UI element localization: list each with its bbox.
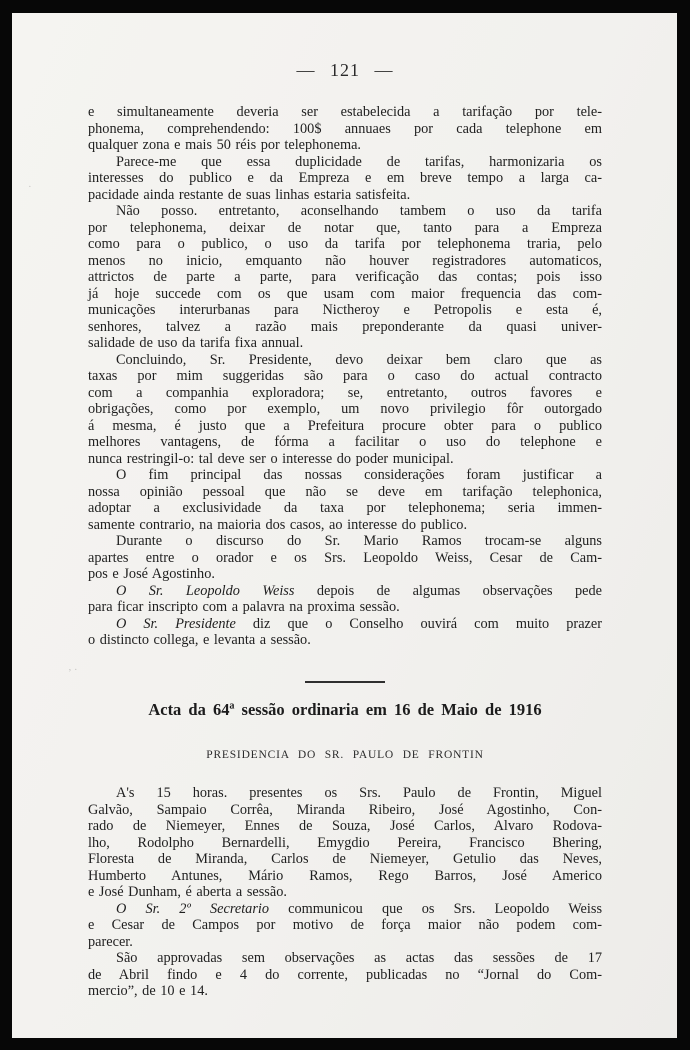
- section-divider: [305, 681, 385, 683]
- text-line: melhores vantagens, de fórma a facilitar o uso do telephone e: [88, 434, 602, 450]
- session-body: [88, 785, 602, 1000]
- text-line: phonema, comprehendendo: 100$ annuaes por cada telephone em: [88, 120, 602, 137]
- text-line: apartes entre o orador e os Srs. Leopoldo Weiss, Cesar de Cam-: [88, 549, 602, 566]
- text-line: senhores, talvez a razão mais preponderante da quasi univer-: [88, 318, 602, 335]
- text-line: pacidade ainda restante de suas linhas estaria satisfeita.: [88, 186, 411, 203]
- scanned-page: [12, 13, 677, 1038]
- text-line: O fim principal das nossas considerações foram justificar a: [116, 467, 602, 483]
- text-line: São approvadas sem observações as actas das sessões de 17: [116, 950, 602, 966]
- body-paragraph: [88, 104, 602, 154]
- text-line: por telephonema, deixar de notar que, tanto para a Empreza: [88, 219, 602, 236]
- body-paragraph: [88, 203, 602, 352]
- text-line: rado de Niemeyer, Ennes de Souza, José Carlos, Alvaro Rodova-: [88, 818, 602, 834]
- text-line: com a companhia exploradora; se, entretanto, outros favores e: [88, 384, 602, 401]
- text-line: obrigações, como por exemplo, um novo privilegio fôr outorgado: [88, 401, 602, 417]
- text-line: interesses do publico e da Empreza e em breve tempo a larga ca-: [88, 170, 602, 186]
- line-rest: communicou que os Srs. Leopoldo Weiss: [288, 900, 603, 917]
- text-line: attrictos de parte a parte, para verificação das contas; pois isso: [88, 269, 602, 285]
- session-section: [88, 677, 602, 1000]
- text-line: como para o publico, o uso da tarifa por telephonema traria, pelo: [88, 236, 602, 252]
- text-line: nunca restringil-o: tal deve ser o interesse do poder municipal.: [88, 450, 454, 467]
- body-paragraph: [88, 950, 602, 1000]
- text-line: já hoje succede com os que usam com maior frequencia das com-: [88, 285, 602, 302]
- text-line: salidade de uso da tarifa fixa annual.: [88, 335, 304, 351]
- text-line: Humberto Antunes, Mário Ramos, Rego Barros, José Americo: [88, 867, 602, 884]
- text-line: o distincto collega, e levanta a sessão.: [88, 632, 311, 648]
- text-line: e simultaneamente deveria ser estabelecida a tarifação por tele-: [88, 104, 602, 120]
- text-line: Concluindo, Sr. Presidente, devo deixar bem claro que as: [116, 351, 602, 368]
- text-line: Não posso. entretanto, aconselhando tambem o uso da tarifa: [116, 203, 602, 219]
- text-line: qualquer zona e mais 50 réis por telephonema.: [88, 137, 361, 153]
- body-paragraph: [88, 785, 602, 901]
- page-number: — 121 —: [296, 60, 394, 80]
- presidency-subheading: PRESIDENCIA DO SR. PAULO DE FRONTIN: [206, 749, 484, 761]
- body-paragraph: [88, 901, 602, 951]
- text-line: [88, 901, 602, 918]
- text-line: adoptar a exclusividade da taxa por telephonema; seria immen-: [88, 500, 602, 516]
- text-line: á mesma, é justo que a Prefeitura procure obter para o publico: [88, 417, 602, 434]
- text-line: samente contrario, na maioria dos casos, ao interesse do publico.: [88, 516, 468, 533]
- text-line: e Cesar de Campos por motivo de força maior não podem com-: [88, 917, 602, 933]
- scan-speck: ·: [28, 181, 32, 193]
- body-paragraph: [88, 533, 602, 583]
- text-line: nossa opinião pessoal que não se deve em tarifação telephonica,: [88, 483, 602, 500]
- body-paragraph: [88, 616, 602, 649]
- body-paragraph: [88, 154, 602, 204]
- speaker-name: O Sr. Presidente: [116, 615, 236, 632]
- text-line: para ficar inscripto com a palavra na proxima sessão.: [88, 599, 400, 615]
- text-line: e José Dunham, é aberta a sessão.: [88, 884, 287, 900]
- text-line: menos no inicio, emquanto não houver registradores automaticos,: [88, 252, 602, 269]
- text-line: [88, 583, 602, 600]
- text-line: pos e José Agostinho.: [88, 566, 215, 582]
- body-paragraph: [88, 467, 602, 533]
- text-line: Durante o discurso do Sr. Mario Ramos trocam-se alguns: [116, 533, 602, 549]
- speaker-name: O Sr. Leopoldo Weiss: [116, 582, 295, 599]
- text-line: municações interurbanas para Nictheroy e Petropolis e esta é,: [88, 302, 602, 318]
- text-line: A's 15 horas. presentes os Srs. Paulo de Frontin, Miguel: [116, 785, 602, 801]
- text-line: parecer.: [88, 933, 133, 950]
- text-line: Galvão, Sampaio Corrêa, Miranda Ribeiro, José Agostinho, Con-: [88, 801, 602, 818]
- speaker-name: O Sr. 2º Secretario: [116, 900, 270, 917]
- text-line: Parece-me que essa duplicidade de tarifas, harmonizaria os: [116, 153, 602, 170]
- session-heading: Acta da 64ª sessão ordinaria em 16 de Maio de 1916: [148, 700, 542, 719]
- text-line: Floresta de Miranda, Carlos de Niemeyer, Getulio das Neves,: [88, 851, 602, 867]
- text-line: lho, Rodolpho Bernardelli, Emygdio Pereira, Francisco Bhering,: [88, 834, 602, 851]
- body-paragraph: [88, 583, 602, 616]
- scan-speck: ‚ .: [68, 661, 78, 673]
- text-line: de Abril findo e 4 do corrente, publicadas no “Jornal do Com-: [88, 966, 602, 983]
- line-rest: diz que o Conselho ouvirá com muito prazer: [252, 615, 602, 632]
- text-line: mercio”, de 10 e 14.: [88, 983, 208, 999]
- text-line: [88, 616, 602, 633]
- text-line: taxas por mim suggeridas são para o caso do actual contracto: [88, 368, 602, 384]
- line-rest: depois de algumas observações pede: [316, 582, 602, 599]
- body-paragraph: [88, 352, 602, 468]
- body-text-column: [88, 104, 602, 649]
